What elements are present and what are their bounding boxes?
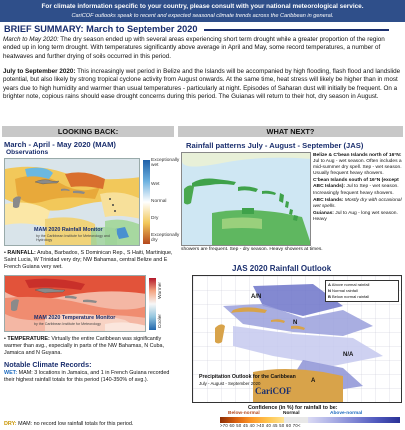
legend-normal: Normal [151,199,167,204]
legend-exceptionally-dry: Exceptionally dry [151,233,180,243]
outlook-label-n: N [293,320,298,326]
mam-title: March - April - May 2020 (MAM) [4,140,116,149]
temperature-text: Virtually the entire Caribbean was significantly warmer than avg., especially in parts of the NW Bahamas, N Cuba, Jamaica and N Guyana. [4,336,164,356]
temperature-summary [4,336,180,357]
legend-warmer: Warmer [158,282,163,299]
outlook-caption-2: July - August - September 2020 [199,381,261,386]
rainfall-text: Aruba, Barbados, S Dominican Rep., S Haiti, Martinique, Saint Lucia, W Trinidad very dry; NW Bahamas, central Belize and E French Guiana very wet. [4,250,173,270]
top-banner [0,0,405,22]
conf-above-label: Above-normal [330,411,363,416]
summary-mam-label: March to May 2020: [3,36,59,43]
record-dry-text: MAM: no record low rainfall totals for this period. [16,421,134,427]
confidence-title: Confidence (in %) for rainfall to be: [248,405,338,411]
outlook-legend-normal: N Normal rainfall [328,288,358,293]
record-wet [4,370,174,383]
record-dry-label: DRY: [4,421,17,427]
bullet-icon: • [4,250,8,256]
record-dry [4,421,174,428]
summary-jas-text: This increasingly wet period in Belize and the Islands will be accompanied by high flooding, flash flood and landslide potential, but also likely by strong tropical cyclone activity from August onwards. At the same time, heat stress will likely be higher than in most years due to high humidity and warmer than usual temperatures - particularly at night. Episodes of Saharan dust will initially be frequent. On a brighter note, copious rains should ease drought concerns during this period. The Guianas will return to their hot, dry season in August. [3,68,401,100]
rainfall-outlook-map [192,275,402,403]
temperature-legend-bar [149,278,156,330]
temperature-map-credit: by the Caribbean Institute for Meteorology [34,322,101,326]
conf-normal-label: Normal [283,411,300,416]
rainfall-patterns-map [181,152,311,246]
caricof-logo: CariCOF [255,386,292,396]
rp-item-label: C'bean Islands south of 16°N (except ABC Islands): [313,178,399,190]
summary-mam-paragraph [3,36,402,61]
rainfall-map-caption: MAM 2020 Rainfall Monitor [34,227,103,233]
rainfall-patterns-title: Rainfall patterns July - August - September (JAS) [186,141,364,150]
legend-exceptionally-wet: Exceptionally wet [151,158,180,168]
outlook-label-na: N/A [343,352,354,358]
rainfall-outlook-title: JAS 2020 Rainfall Outlook [232,264,332,273]
rainfall-patterns-graphic [182,153,311,246]
rainfall-label: RAINFALL: [7,250,36,256]
rainfall-patterns-text [313,153,403,223]
conf-numbers: >70 60 50 45 40 >40 40 45 50 60 70< [220,423,301,428]
rp-item-text: Jul to Aug - long wet season. Heavy [313,210,398,222]
rp-item-guianas [313,211,403,223]
looking-back-header: LOOKING BACK: [2,126,174,137]
outlook-legend-above: A Above normal rainfall [328,282,370,287]
rp-item-label: Guianas: [313,210,334,216]
bullet-icon: • [4,336,8,342]
outlook-label-an: A/N [251,294,262,300]
summary-mam-text: The dry season ended up with several areas experiencing short term drought while a greater proportion of the region ended up in long term drought. With temperatures significantly above average in April and May, some record temperatures, a number of heatwaves and further drying of soils occurred in this period. [3,36,385,60]
rp-item-text: Jul to Aug - wet season. Often includes a mid-summer dry spell. Sep - wet season. Usually frequent heavy showers. [313,159,402,177]
outlook-legend-below: B Below normal rainfall [328,294,370,299]
conf-below-label: Below-normal [228,411,260,416]
mam-observations-label: Observations [6,149,49,156]
rp-item-label: ABC Islands: [313,197,344,203]
rainfall-map-credit: by the Caribbean Institute for Meteorology and Hydrology [36,234,110,242]
banner-line-2: CariCOF outlooks speak to recent and expected seasonal climate trends across the Caribbean in general. [71,13,334,19]
rp-item-text: Jul to Sep - wet season. Increasingly frequent heavy showers. [313,184,399,196]
rp-item-label: Belize & C'bean Islands north of 16°N: [313,153,402,158]
temperature-label: TEMPERATURE: [7,336,50,342]
rp-item-text: Mostly dry with occasional wet spells. [313,197,402,209]
legend-wet: Wet [151,182,160,187]
outlook-legend [325,280,399,302]
outlook-caption-1: Precipitation Outlook for the Caribbean [199,374,296,380]
outlook-label-a: A [311,378,316,384]
temperature-map-caption: MAM 2020 Temperature Monitor [34,315,116,321]
rp-item-south [313,178,403,196]
title-rule [204,29,389,31]
summary-jas-paragraph [3,68,402,101]
summary-jas-label: July to September 2020: [3,68,76,75]
rp-item-north [313,153,403,177]
rp-item-abc [313,198,403,210]
record-wet-text: MAM: 3 locations in Jamaica, and 1 in French Guiana recorded their highest rainfall totals for this period (140-350% of avg.). [4,370,170,383]
rainfall-patterns-bottom-text: showers are frequent. Sep - dry season. Heavy showers at times. [181,247,323,252]
rainfall-summary [4,250,176,271]
what-next-header: WHAT NEXT? [178,126,403,137]
banner-line-1: For climate information specific to your country, please consult with your national meteorological service. [41,3,364,10]
legend-cooler: Cooler [158,314,163,329]
notable-records-title: Notable Climate Records: [4,360,92,369]
rainfall-legend-bar [143,160,150,244]
brief-summary-title: BRIEF SUMMARY: March to September 2020 [4,24,389,34]
record-wet-label: WET: [4,370,18,376]
legend-dry: Dry [151,216,159,221]
